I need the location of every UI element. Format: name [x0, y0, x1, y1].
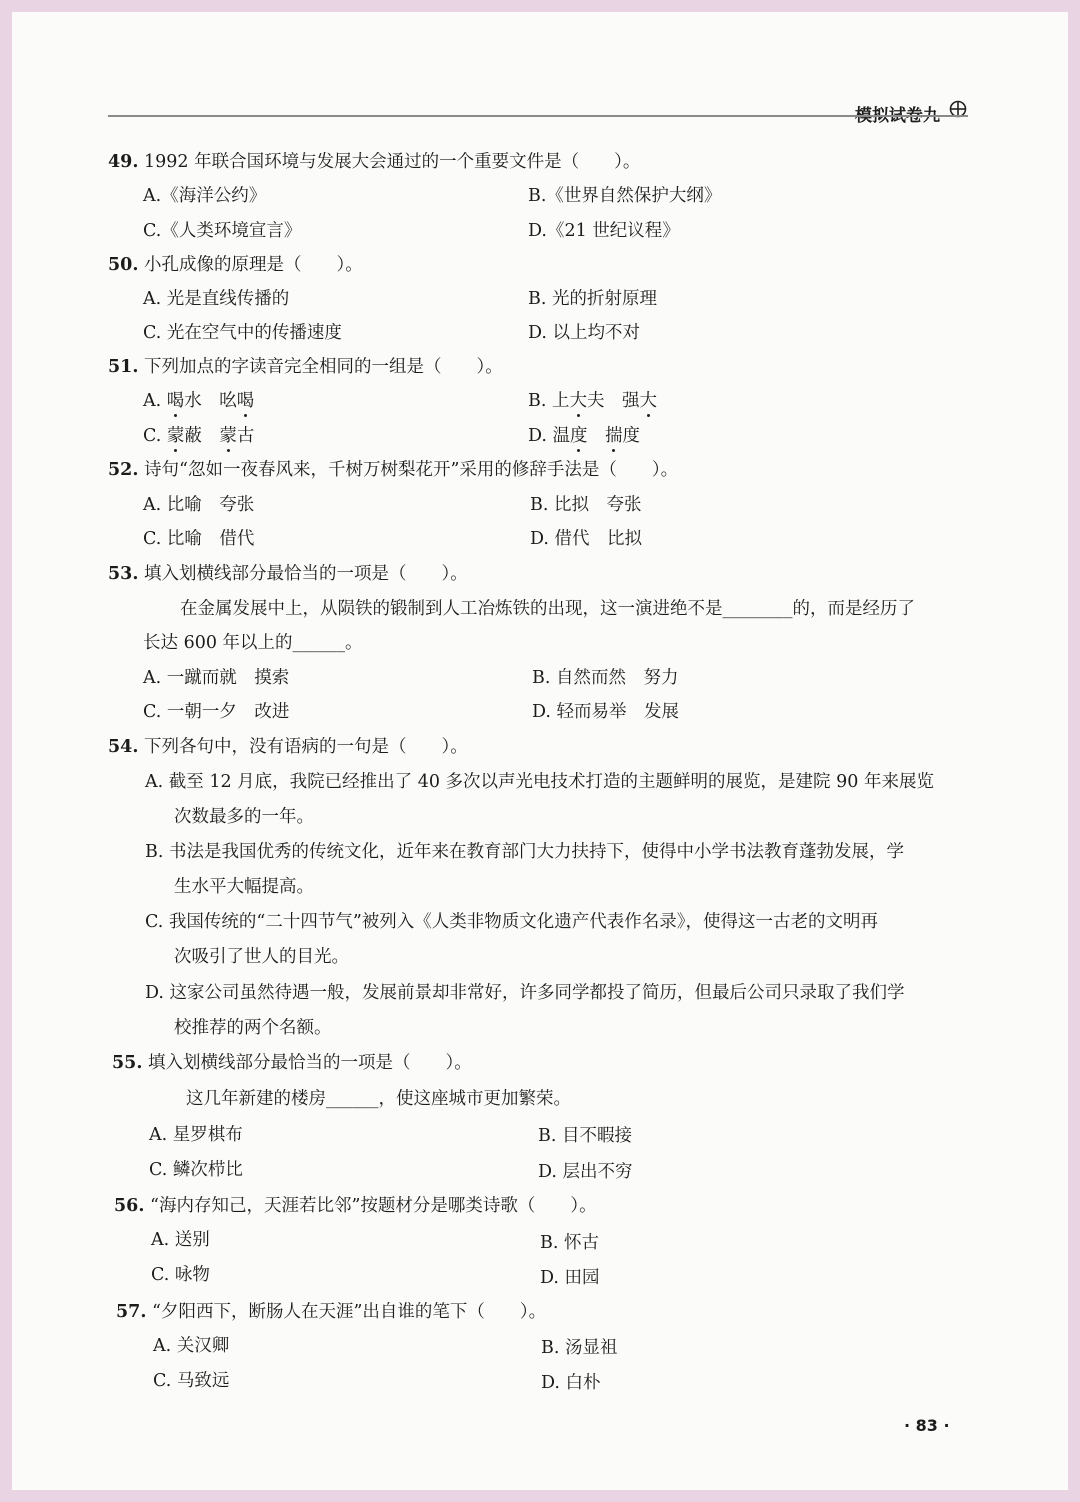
question-stem: 填入划横线部分最恰当的一项是（ ）。 [148, 1053, 472, 1073]
option-text: D. 温 [528, 426, 571, 446]
option-d: D.《21 世纪议程》 [528, 221, 680, 241]
option-a: A. 关汉卿 [153, 1336, 230, 1356]
question-number: 54. [108, 737, 139, 757]
question-number: 52. [108, 460, 139, 480]
option-d: D. 层出不穷 [538, 1162, 633, 1182]
question-number: 50. [108, 255, 139, 275]
question-56 [114, 1192, 597, 1217]
option-c-cont: 次吸引了世人的目光。 [174, 947, 349, 967]
question-52 [108, 456, 678, 481]
option-a: A. 比喻 夸张 [143, 495, 255, 515]
question-number: 49. [108, 152, 139, 172]
option-d: D. 轻而易举 发展 [532, 702, 680, 722]
dotted-char: 揣 [605, 426, 623, 446]
dotted-char: 蒙 [219, 426, 237, 446]
question-57 [116, 1298, 546, 1323]
option-a: A. 光是直线传播的 [143, 289, 290, 309]
option-b-cont: 生水平大幅提高。 [174, 877, 314, 897]
option-c: C. 比喻 借代 [143, 529, 255, 549]
dotted-char: 喝 [166, 391, 185, 411]
question-55 [112, 1049, 472, 1074]
option-text: 蔽 [184, 426, 220, 446]
question-number: 55. [112, 1053, 143, 1073]
option-text: 水 吆 [184, 391, 237, 411]
header-title: 模拟试卷九 [855, 106, 940, 126]
question-number: 53. [108, 564, 139, 584]
question-number: 57. [116, 1302, 147, 1322]
question-54 [108, 733, 468, 758]
option-d: D. 借代 比拟 [530, 529, 643, 549]
question-stem: 填入划横线部分最恰当的一项是（ ）。 [144, 564, 468, 584]
option-b [528, 387, 657, 412]
option-d: D. 田园 [540, 1268, 600, 1288]
dotted-char: 大 [639, 391, 657, 411]
question-stem: 下列加点的字读音完全相同的一组是（ ）。 [144, 357, 503, 377]
option-c: C.《人类环境宣言》 [143, 221, 302, 241]
option-c: C. 鳞次栉比 [149, 1160, 243, 1180]
dotted-char: 度 [570, 426, 588, 446]
option-text: B. 上 [528, 391, 570, 411]
dotted-char: 大 [569, 391, 587, 411]
dotted-char: 蒙 [166, 426, 185, 446]
option-text: A. [143, 391, 167, 411]
option-text: 古 [236, 426, 255, 446]
option-d: D. 这家公司虽然待遇一般，发展前景却非常好，许多同学都投了简历，但最后公司只录取了我们学 [145, 983, 905, 1003]
dotted-char: 喝 [236, 391, 255, 411]
option-b: B. 怀古 [540, 1233, 599, 1253]
option-d-cont: 校推荐的两个名额。 [174, 1018, 332, 1038]
header-rule [108, 115, 968, 117]
option-c: C. 光在空气中的传播速度 [143, 323, 342, 343]
option-a: A. 星罗棋布 [149, 1125, 243, 1145]
option-b: B.《世界自然保护大纲》 [528, 186, 722, 206]
option-c [143, 422, 254, 447]
option-b: B. 书法是我国优秀的传统文化，近年来在教育部门大力扶持下，使得中小学书法教育蓬勃发展，学 [145, 842, 904, 862]
option-b: B. 目不暇接 [538, 1126, 632, 1146]
question-stem: “夕阳西下，断肠人在天涯”出自谁的笔下（ ）。 [152, 1302, 547, 1322]
option-a: A. 截至 12 月底，我院已经推出了 40 多次以声光电技术打造的主题鲜明的展览，是建院 90 年来展览 [145, 772, 934, 792]
option-b: B. 比拟 夸张 [530, 495, 642, 515]
passage-line: 长达 600 年以上的______。 [143, 633, 363, 653]
option-c: C. 我国传统的“二十四节气”被列入《人类非物质文化遗产代表作名录》，使得这一古老的文明再 [145, 912, 879, 932]
question-53 [108, 560, 468, 585]
option-d [528, 422, 640, 447]
option-a-cont: 次数最多的一年。 [174, 807, 314, 827]
question-stem: 诗句“忽如一夜春风来，千树万树梨花开”采用的修辞手法是（ ）。 [144, 460, 679, 480]
option-text: 夫 强 [587, 391, 640, 411]
option-b: B. 自然而然 努力 [532, 668, 679, 688]
question-number: 56. [114, 1196, 145, 1216]
option-c: C. 一朝一夕 改进 [143, 702, 290, 722]
option-a [143, 387, 254, 412]
option-a: A. 一蹴而就 摸索 [143, 668, 290, 688]
option-text: C. [143, 426, 167, 446]
option-text: 度 [622, 426, 641, 446]
option-d: D. 白朴 [541, 1373, 601, 1393]
question-stem: 下列各句中，没有语病的一句是（ ）。 [144, 737, 468, 757]
question-50 [108, 251, 363, 276]
question-stem: 小孔成像的原理是（ ）。 [144, 255, 363, 275]
question-stem: “海内存知己，天涯若比邻”按题材分是哪类诗歌（ ）。 [150, 1196, 597, 1216]
option-c: C. 马致远 [153, 1371, 230, 1391]
option-text [588, 426, 606, 446]
page-number: · 83 · [904, 1416, 950, 1435]
option-b: B. 汤显祖 [541, 1338, 618, 1358]
exam-page [12, 12, 1068, 1490]
option-b: B. 光的折射原理 [528, 289, 657, 309]
question-49 [108, 148, 640, 173]
option-a: A.《海洋公约》 [143, 186, 267, 206]
question-number: 51. [108, 357, 139, 377]
passage-line: 这几年新建的楼房______，使这座城市更加繁荣。 [186, 1089, 571, 1109]
question-stem: 1992 年联合国环境与发展大会通过的一个重要文件是（ ）。 [144, 152, 641, 172]
question-51 [108, 353, 503, 378]
option-a: A. 送别 [151, 1230, 210, 1250]
option-c: C. 咏物 [151, 1265, 210, 1285]
passage-line: 在金属发展中上，从陨铁的锻制到人工冶炼铁的出现，这一演进绝不是________的，而是经历了 [180, 599, 915, 619]
option-d: D. 以上均不对 [528, 323, 641, 343]
